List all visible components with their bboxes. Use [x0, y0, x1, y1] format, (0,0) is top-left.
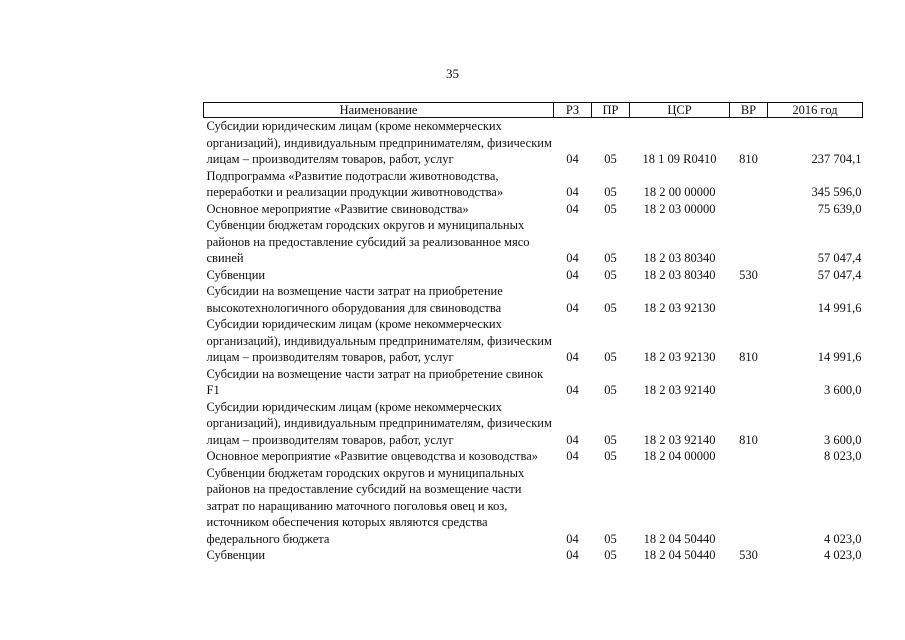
row-name: Субсидии юридическим лицам (кроме некоммерческих организаций), индивидуальным предпринимателям, физическим лицам – производителям товаров, работ, услуг — [206, 119, 552, 166]
row-amount: 57 047,4 — [817, 267, 862, 282]
row-amount: 75 639,0 — [817, 201, 862, 216]
row-csr: 18 2 03 80340 — [643, 251, 716, 265]
row-amount: 4 023,0 — [824, 548, 862, 562]
row-csr: 18 2 03 92140 — [643, 383, 716, 397]
row-name: Субвенции — [206, 548, 266, 562]
row-pr: 05 — [604, 152, 617, 166]
row-rz: 04 — [566, 201, 579, 216]
budget-table — [203, 102, 863, 564]
row-rz: 04 — [566, 531, 579, 546]
row-csr: 18 2 04 00000 — [643, 449, 716, 463]
table-row — [204, 448, 863, 465]
table-header-row — [204, 103, 863, 118]
row-name: Основное мероприятие «Развитие овцеводства и козоводства» — [206, 449, 539, 463]
table-body — [204, 118, 863, 564]
row-name: Субсидии юридическим лицам (кроме некоммерческих организаций), индивидуальным предпринимателям, физическим лицам – производителям товаров, работ, услуг — [206, 317, 552, 364]
row-amount: 345 596,0 — [811, 185, 862, 199]
row-csr: 18 1 09 R0410 — [642, 152, 717, 166]
row-amount: 8 023,0 — [824, 449, 862, 463]
row-vr — [730, 217, 768, 267]
row-csr: 18 2 03 92130 — [643, 350, 716, 364]
table-row — [204, 366, 863, 399]
table-row — [204, 201, 863, 218]
row-pr: 05 — [604, 185, 617, 199]
table-row — [204, 399, 863, 449]
table-row — [204, 316, 863, 366]
row-csr: 18 2 04 50440 — [643, 531, 716, 546]
row-csr: 18 2 03 92130 — [643, 300, 716, 315]
row-csr: 18 2 04 50440 — [643, 548, 716, 562]
row-name: Субсидии на возмещение части затрат на приобретение высокотехнологичного оборудования для свиноводства — [206, 284, 503, 315]
row-rz: 04 — [566, 251, 579, 265]
row-amount: 14 991,6 — [817, 350, 862, 364]
row-rz: 04 — [566, 383, 579, 397]
row-vr: 810 — [739, 152, 758, 166]
table-row — [204, 547, 863, 564]
row-name: Подпрограмма «Развитие подотрасли животноводства, переработки и реализации продукции животноводства» — [206, 168, 504, 199]
row-vr: 530 — [739, 548, 758, 562]
table-row — [204, 267, 863, 284]
row-rz: 04 — [566, 350, 579, 364]
row-pr: 05 — [604, 201, 617, 216]
row-vr — [730, 366, 768, 399]
row-pr: 05 — [604, 383, 617, 397]
row-rz: 04 — [566, 548, 579, 562]
row-vr — [730, 168, 768, 201]
row-vr — [730, 448, 768, 465]
row-pr: 05 — [604, 350, 617, 364]
row-vr: 530 — [739, 267, 758, 282]
table-row — [204, 118, 863, 168]
col-header-amount: 2016 год — [768, 103, 863, 118]
row-amount: 14 991,6 — [817, 300, 862, 315]
table-row — [204, 168, 863, 201]
col-header-pr: ПР — [592, 103, 630, 118]
row-amount: 3 600,0 — [824, 383, 862, 397]
row-pr: 05 — [604, 449, 617, 463]
col-header-name: Наименование — [204, 103, 554, 118]
row-vr — [730, 201, 768, 218]
row-pr: 05 — [604, 531, 617, 546]
row-pr: 05 — [604, 548, 617, 562]
row-rz: 04 — [566, 185, 579, 199]
row-name: Субсидии юридическим лицам (кроме некоммерческих организаций), индивидуальным предпринимателям, физическим лицам – производителям товаров, работ, услуг — [206, 399, 552, 447]
row-pr: 05 — [604, 267, 617, 282]
row-name: Субвенции бюджетам городских округов и муниципальных районов на предоставление субсидий на возмещение части затрат по наращиванию маточного поголовья овец и коз, источником обеспечения которых являются средства федерального бюджета — [206, 465, 525, 546]
row-name: Основное мероприятие «Развитие свиноводства» — [206, 201, 469, 216]
row-csr: 18 2 03 00000 — [643, 201, 716, 216]
table-row — [204, 465, 863, 548]
table-row — [204, 283, 863, 316]
row-amount: 3 600,0 — [824, 432, 862, 447]
col-header-rz: РЗ — [554, 103, 592, 118]
col-header-csr: ЦСР — [630, 103, 730, 118]
row-amount: 57 047,4 — [817, 251, 862, 265]
row-amount: 4 023,0 — [824, 531, 862, 546]
col-header-vr: ВР — [730, 103, 768, 118]
row-rz: 04 — [566, 300, 579, 315]
row-vr — [730, 283, 768, 316]
row-pr: 05 — [604, 432, 617, 447]
table-row — [204, 217, 863, 267]
row-rz: 04 — [566, 267, 579, 282]
row-pr: 05 — [604, 251, 617, 265]
row-vr — [730, 465, 768, 548]
row-rz: 04 — [566, 432, 579, 447]
row-name: Субвенции бюджетам городских округов и муниципальных районов на предоставление субсидий за реализованное мясо свиней — [206, 218, 530, 265]
row-rz: 04 — [566, 152, 579, 166]
row-amount: 237 704,1 — [811, 152, 862, 166]
row-vr: 810 — [739, 432, 758, 447]
row-name: Субвенции — [206, 267, 266, 282]
row-rz: 04 — [566, 449, 579, 463]
row-csr: 18 2 03 80340 — [643, 267, 716, 282]
row-name: Субсидии на возмещение части затрат на приобретение свинок F1 — [206, 366, 544, 397]
row-csr: 18 2 00 00000 — [643, 185, 716, 199]
row-csr: 18 2 03 92140 — [643, 432, 716, 447]
row-pr: 05 — [604, 300, 617, 315]
page-number: 35 — [446, 66, 459, 81]
row-vr: 810 — [739, 350, 758, 364]
